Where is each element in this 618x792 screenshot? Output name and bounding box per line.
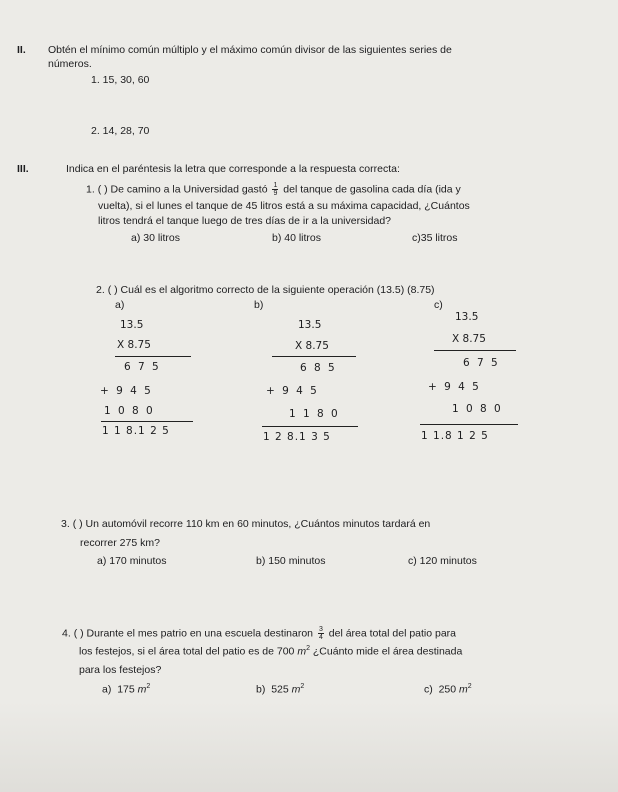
option-unit-exponent: 2 — [467, 683, 472, 690]
option-c-partial-2: + 9 4 5 — [428, 381, 481, 393]
option-a-rule-1 — [115, 356, 191, 357]
option-a-result: 1 1 8.1 2 5 — [102, 425, 170, 437]
option-b-rule-1 — [272, 356, 356, 357]
question-4-option-b[interactable] — [256, 683, 304, 696]
question-1-number: 1. — [86, 183, 95, 196]
question-4-option-a[interactable] — [102, 683, 150, 696]
question-1-option-c[interactable]: c)35 litros — [412, 232, 458, 244]
question-1-answer-paren[interactable]: ( ) — [97, 183, 108, 196]
question-3-option-a[interactable]: a) 170 minutos — [97, 555, 167, 567]
option-a-multiplier: X 8.75 — [117, 339, 151, 351]
question-1-line-3: litros tendrá el tanque luego de tres días de ir a la universidad? — [98, 215, 392, 227]
question-4-answer-paren[interactable]: ( ) — [73, 627, 84, 640]
question-4-text-b: del área total del patio para — [328, 627, 457, 640]
option-a-multiplicand: 13.5 — [120, 319, 144, 331]
option-value: 525 — [271, 683, 289, 696]
question-2 — [96, 284, 435, 296]
option-value: 250 — [438, 683, 457, 696]
option-c-rule-1 — [434, 350, 516, 351]
option-b-multiplicand: 13.5 — [298, 319, 322, 331]
option-unit-exponent: 2 — [146, 683, 151, 690]
question-1-option-a[interactable]: a) 30 litros — [131, 232, 181, 244]
question-2-text: Cuál es el algoritmo correcto de la siguiente operación (13.5) (8.75) — [120, 284, 435, 296]
option-c-result: 1 1.8 1 2 5 — [421, 430, 489, 442]
section-2-instruction: Obtén el mínimo común múltiplo y el máximo común divisor de las siguientes series de — [48, 44, 452, 56]
question-1 — [86, 182, 461, 197]
option-a-partial-1: 6 7 5 — [124, 361, 161, 373]
option-c-partial-3: 1 0 8 0 — [452, 403, 503, 415]
option-unit: m — [291, 683, 301, 696]
question-3-option-b[interactable]: b) 150 minutos — [256, 555, 326, 567]
option-label: c) — [424, 683, 433, 696]
question-3-answer-paren[interactable]: ( ) — [72, 518, 83, 530]
option-a-partial-2: + 9 4 5 — [100, 385, 153, 397]
option-b-partial-1: 6 8 5 — [300, 362, 337, 374]
question-1-text-a: De camino a la Universidad gastó — [110, 183, 268, 196]
option-a-partial-3: 1 0 8 0 — [104, 405, 155, 417]
option-c-rule-2 — [420, 424, 518, 425]
question-2-number: 2. — [96, 284, 105, 296]
question-4-line-2-a: los festejos, si el área total del patio es de 700 — [79, 645, 295, 658]
question-4-line-2-b: ¿Cuánto mide el área destinada — [312, 645, 463, 658]
question-2-option-b-label[interactable]: b) — [254, 299, 264, 311]
option-label: b) — [256, 683, 266, 696]
option-a-rule-2 — [101, 421, 193, 422]
question-2-option-a-label[interactable]: a) — [115, 299, 125, 311]
option-c-partial-1: 6 7 5 — [463, 357, 500, 369]
option-label: a) — [102, 683, 112, 696]
area-unit-exponent: 2 — [306, 645, 310, 652]
question-4-number: 4. — [62, 627, 71, 640]
series-item-1: 1. 15, 30, 60 — [91, 74, 150, 86]
question-3-option-c[interactable]: c) 120 minutos — [408, 555, 477, 567]
question-3 — [61, 518, 430, 530]
fraction-denominator: 9 — [273, 190, 278, 197]
fraction-numerator: 1 — [273, 182, 278, 189]
option-b-partial-2: + 9 4 5 — [266, 385, 319, 397]
fraction-numerator: 3 — [318, 626, 323, 633]
question-3-number: 3. — [61, 518, 70, 530]
option-unit: m — [137, 683, 147, 696]
question-4-option-c[interactable] — [424, 683, 472, 696]
question-2-answer-paren[interactable]: ( ) — [107, 284, 118, 296]
section-2-instruction-cont: números. — [48, 58, 92, 70]
question-1-fraction — [272, 182, 278, 197]
option-unit: m — [459, 683, 468, 696]
page-shadow — [0, 702, 618, 792]
option-b-partial-3: 1 1 8 0 — [289, 408, 340, 420]
question-3-line-2: recorrer 275 km? — [80, 537, 160, 549]
question-4-line-3: para los festejos? — [79, 664, 162, 676]
option-b-rule-2 — [262, 426, 358, 427]
option-value: 175 — [117, 683, 135, 696]
option-b-multiplier: X 8.75 — [295, 340, 329, 352]
question-1-line-2: vuelta), si el lunes el tanque de 45 litros está a su máxima capacidad, ¿Cuántos — [98, 200, 470, 212]
fraction-denominator: 4 — [318, 634, 323, 641]
question-4-line-2 — [79, 645, 462, 658]
question-1-option-b[interactable]: b) 40 litros — [272, 232, 322, 244]
section-2-numeral: II. — [17, 44, 26, 56]
option-b-result: 1 2 8.1 3 5 — [263, 431, 331, 443]
question-4-text-a: Durante el mes patrio en una escuela destinaron — [86, 627, 314, 640]
area-unit: m — [297, 645, 307, 658]
section-3-numeral: III. — [17, 163, 29, 175]
option-unit-exponent: 2 — [300, 683, 305, 690]
question-1-text-b: del tanque de gasolina cada día (ida y — [283, 183, 461, 196]
series-item-2: 2. 14, 28, 70 — [91, 125, 150, 137]
option-c-multiplier: X 8.75 — [452, 333, 486, 345]
section-3-instruction: Indica en el paréntesis la letra que corresponde a la respuesta correcta: — [66, 163, 400, 175]
option-c-multiplicand: 13.5 — [455, 311, 479, 323]
question-3-text: Un automóvil recorre 110 km en 60 minutos, ¿Cuántos minutos tardará en — [85, 518, 431, 530]
question-2-option-c-label[interactable]: c) — [434, 299, 443, 311]
question-4-fraction — [318, 626, 324, 641]
question-4 — [62, 626, 456, 641]
